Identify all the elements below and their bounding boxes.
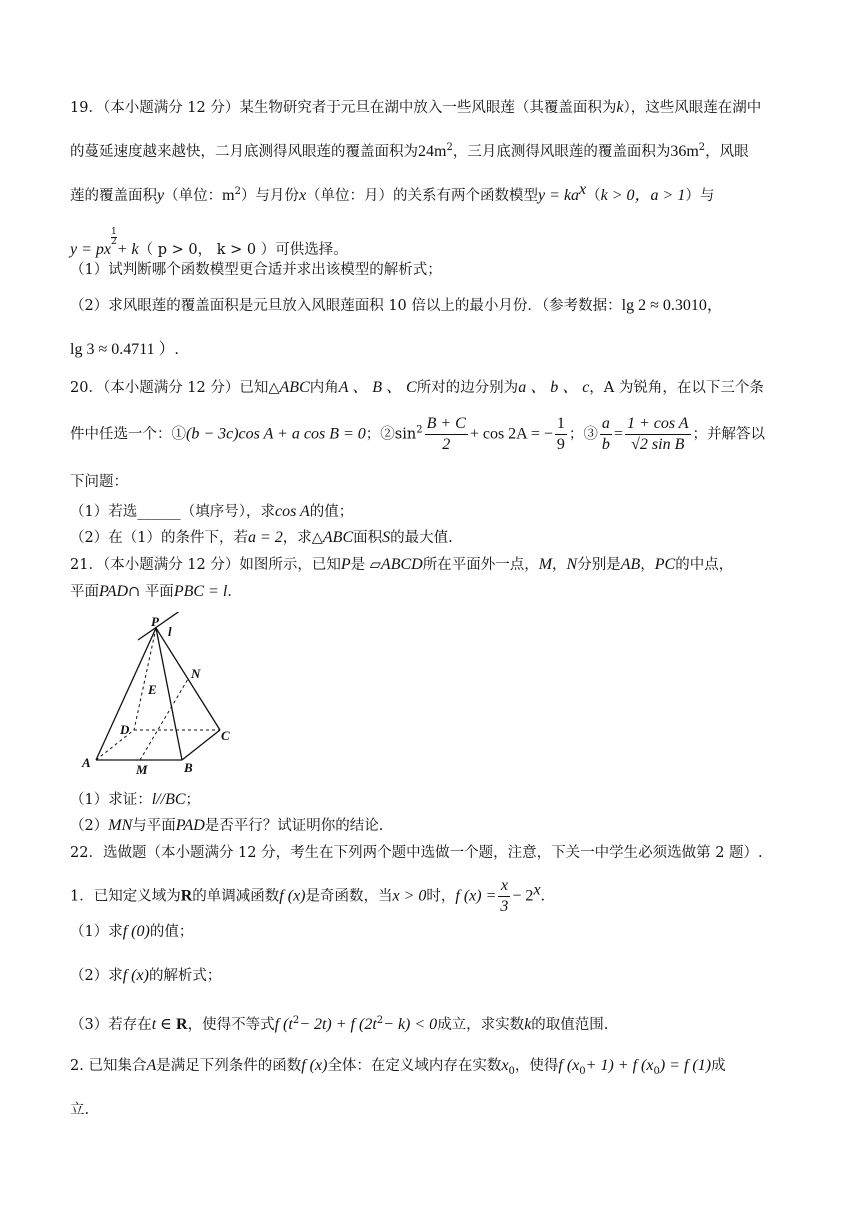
label-A: A: [82, 755, 91, 770]
label-l: l: [168, 624, 172, 639]
label-N: N: [191, 666, 201, 681]
q21-line-1: 21．（本小题满分 12 分）如图所示，已知P是 ▱ABCD所在平面外一点，M，N分别是AB，PC的中点，: [70, 556, 734, 573]
label-M: M: [136, 762, 148, 777]
label-B: B: [184, 760, 193, 775]
label-P: P: [151, 614, 159, 629]
q20-part-2: （2）在（1）的条件下，若a = 2，求△ABC面积S的最大值.: [70, 529, 453, 546]
q22-sub1-part-2: （2）求f (x)的解析式；: [70, 967, 222, 984]
q22-sub2: 2. 已知集合A是满足下列条件的函数f (x)全体：在定义域内存在实数$x_0$，使得f $(x_0+ 1) + f$ $(x_0) = f$ (1)成: [70, 1057, 726, 1077]
q21-line-2: 平面PAD∩ 平面PBC = l.: [70, 583, 232, 600]
q19-part-1: （1）试判断哪个函数模型更合适并求出该模型的解析式；: [70, 262, 442, 278]
edge-BC: [182, 730, 220, 760]
label-C: C: [221, 728, 230, 743]
edge-PD: [134, 628, 156, 730]
edge-PA: [96, 628, 156, 760]
q19-part-2-ref: lg 3 ≈ 0.4711 ）.: [70, 341, 179, 358]
q19-line-3: 莲的覆盖面积y（单位：$m^2$）与月份x（单位：月）的关系有两个函数模型$y = ka^x(k > 0$，a > 1）与: [70, 181, 715, 204]
q20-line-1: 20．（本小题满分 12 分）已知△ABC内角A 、 B 、 C所对的边分别为a 、 b 、 c，A 为锐角，在以下三个条: [70, 379, 764, 396]
q20-part-1: （1）若选______（填序号），求cos A的值；: [70, 503, 354, 520]
q19-line-2: 的蔓延速度越来越快，二月底测得风眼莲的覆盖面积为$24m^2$，三月底测得风眼莲的覆盖面积为$36m^2$，风眼: [70, 142, 749, 160]
q21-part-2: （2）MN与平面PAD是否平行？试证明你的结论.: [70, 817, 384, 834]
q20-line-3: 下问题：: [70, 474, 128, 490]
label-D: D: [120, 722, 130, 737]
q22-sub1-part-1: （1）求f (0)的值；: [70, 923, 194, 940]
q19-line-4: y = px $\frac{1}{2}$ + k（ p > 0， k > 0 ）可供选择。: [70, 227, 348, 258]
q22-header: 22．选做题（本小题满分 12 分，考生在下列两个题中选做一个题，注意，下关一中学生必须选做第 2 题）.: [70, 845, 763, 861]
q22-sub1-part-3: （3）若存在t ∈ R，使得不等式f $(t^2- 2t) + f$ $(2t^2- k) < 0$成立，求实数k的取值范围.: [70, 1015, 609, 1033]
label-E: E: [148, 682, 157, 697]
pyramid-figure: [78, 612, 248, 778]
q21-part-1: （1）求证：l//BC；: [70, 791, 201, 808]
q20-line-2: 件中任选一个：①(b − 3c)cos A + a cos B = 0；$②\sin^2$ $\frac{B + C}{2}$ + cos 2A = − $\frac{1}{9}$ ；③ $\frac{a}{b}$ = $\frac{\text{1 + cos A}}{\text{√2 sin B}}$ ；并解答以: [70, 415, 766, 453]
q19-part-2: （2）求风眼莲的覆盖面积是元旦放入风眼莲面积 10 倍以上的最小月份．（参考数据：lg 2 ≈ 0.3010，: [70, 297, 723, 314]
q19-line-1: 19．（本小题满分 12 分）某生物研究者于元旦在湖中放入一些风眼莲（其覆盖面积为k），这些风眼莲在湖中: [70, 99, 762, 116]
q22-sub1: 1．已知定义域为R的单调减函数f (x)是奇函数，当x > 0时，f (x) = $\frac{x}{3}$ − $2^x$.: [70, 877, 546, 915]
q22-sub2-cont: 立.: [70, 1102, 90, 1118]
